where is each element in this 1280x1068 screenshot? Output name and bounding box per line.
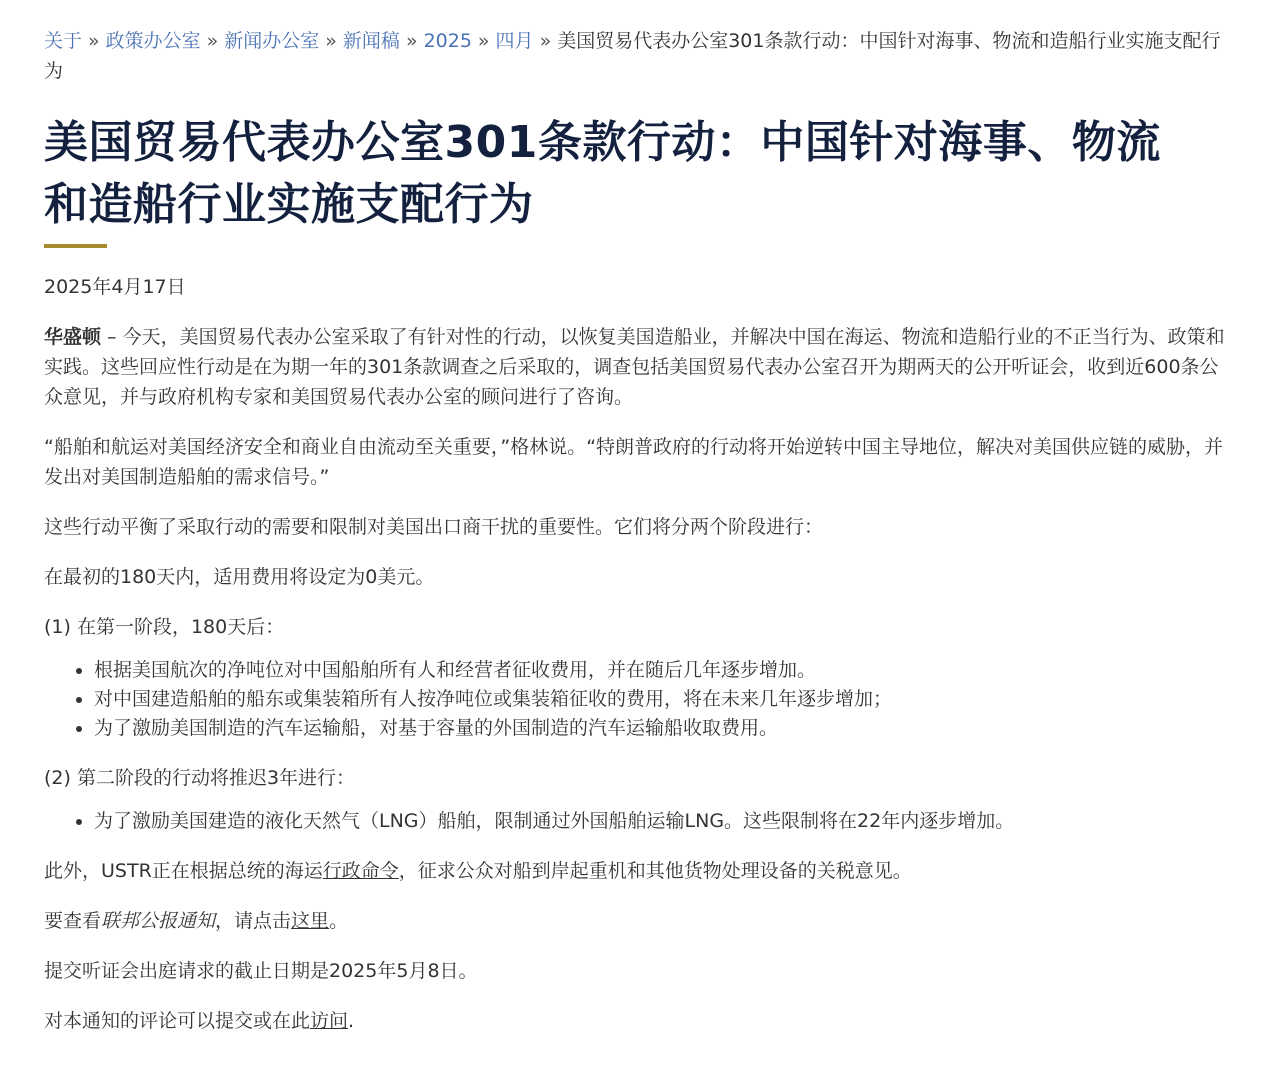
list-item: • 根据美国航次的净吨位对中国船舶所有人和经营者征收费用，并在随后几年逐步增加。 [94, 656, 1236, 685]
breadcrumb-link-policy-offices[interactable]: 政策办公室 [105, 30, 201, 52]
breadcrumb-separator: » [539, 30, 552, 52]
phase2-list [44, 807, 1236, 836]
text: 对本通知的评论可以提交或在此 [44, 1010, 311, 1032]
federal-register-here-link[interactable]: 这里 [291, 910, 330, 932]
breadcrumb-separator: » [206, 30, 219, 52]
initial-period-paragraph: 在最初的180天内，适用费用将设定为0美元。 [44, 566, 435, 588]
phase1-list [44, 656, 1236, 743]
lead-paragraph [44, 322, 1236, 412]
list-item: • 对中国建造船舶的船东或集装箱所有人按净吨位或集装箱征收的费用，将在未来几年逐步增加； [94, 685, 1236, 714]
breadcrumb-link-press-releases[interactable]: 新闻稿 [342, 30, 400, 52]
breadcrumb-separator: » [325, 30, 337, 52]
comments-paragraph [44, 1006, 1236, 1036]
phase1-heading: (1) 在第一阶段，180天后： [44, 616, 285, 638]
executive-order-paragraph [44, 856, 1236, 886]
quote-paragraph: “船舶和航运对美国经济安全和商业自由流动至关重要，”格林说。“特朗普政府的行动将开始逆转中国主导地位，解决对美国供应链的威胁，并发出对美国制造船舶的需求信号。” [44, 436, 1224, 488]
breadcrumb-link-about[interactable]: 关于 [44, 30, 83, 52]
text: 。 [329, 910, 349, 932]
breadcrumb [44, 26, 1236, 86]
title-accent-rule [44, 244, 107, 248]
phase2-heading: (2) 第二阶段的行动将推迟3年进行： [44, 767, 356, 789]
breadcrumb-link-month[interactable]: 四月 [495, 30, 534, 52]
text: 要查看 [44, 910, 102, 932]
list-item: • 为了激励美国建造的液化天然气（LNG）船舶，限制通过外国船舶运输LNG。这些限制将在22年内逐步增加。 [94, 807, 1236, 836]
text: 此外，USTR正在根据总统的海运 [44, 860, 323, 882]
list-item: • 为了激励美国制造的汽车运输船，对基于容量的外国制造的汽车运输船收取费用。 [94, 714, 1236, 743]
text: . [348, 1010, 355, 1032]
text: ，请点击 [215, 910, 292, 932]
comments-access-link[interactable]: 访问 [310, 1010, 349, 1032]
balance-paragraph: 这些行动平衡了采取行动的需要和限制对美国出口商干扰的重要性。它们将分两个阶段进行： [44, 516, 824, 538]
publish-date: 2025年4月17日 [44, 276, 186, 298]
deadline-paragraph: 提交听证会出庭请求的截止日期是2025年5月8日。 [44, 960, 478, 982]
federal-register-notice-title: 联邦公报通知 [101, 910, 216, 932]
text: ，征求公众对船到岸起重机和其他货物处理设备的关税意见。 [398, 860, 912, 882]
federal-register-paragraph [44, 906, 1236, 936]
breadcrumb-separator: » [405, 30, 418, 52]
breadcrumb-separator: » [88, 30, 100, 52]
dateline-location: 华盛顿 [44, 326, 102, 348]
breadcrumb-separator: » [477, 30, 490, 52]
breadcrumb-link-year[interactable]: 2025 [423, 30, 472, 52]
breadcrumb-link-press-office[interactable]: 新闻办公室 [224, 30, 320, 52]
page-title: 美国贸易代表办公室301条款行动：中国针对海事、物流和造船行业实施支配行为 [44, 117, 1161, 230]
executive-order-link[interactable]: 行政命令 [322, 860, 399, 882]
lead-text: – 今天，美国贸易代表办公室采取了有针对性的行动，以恢复美国造船业，并解决中国在海运、物流和造船行业的不正当行为、政策和实践。这些回应性行动是在为期一年的301条款调查之后采取的，调查包括美国贸易代表办公室召开为期两天的公开听证会，收到近600条公众意见，并与政府机构专家和美国贸易代表办公室的顾问进行了咨询。 [44, 326, 1225, 408]
breadcrumb-current: 美国贸易代表办公室301条款行动：中国针对海事、物流和造船行业实施支配行为 [44, 30, 1221, 82]
